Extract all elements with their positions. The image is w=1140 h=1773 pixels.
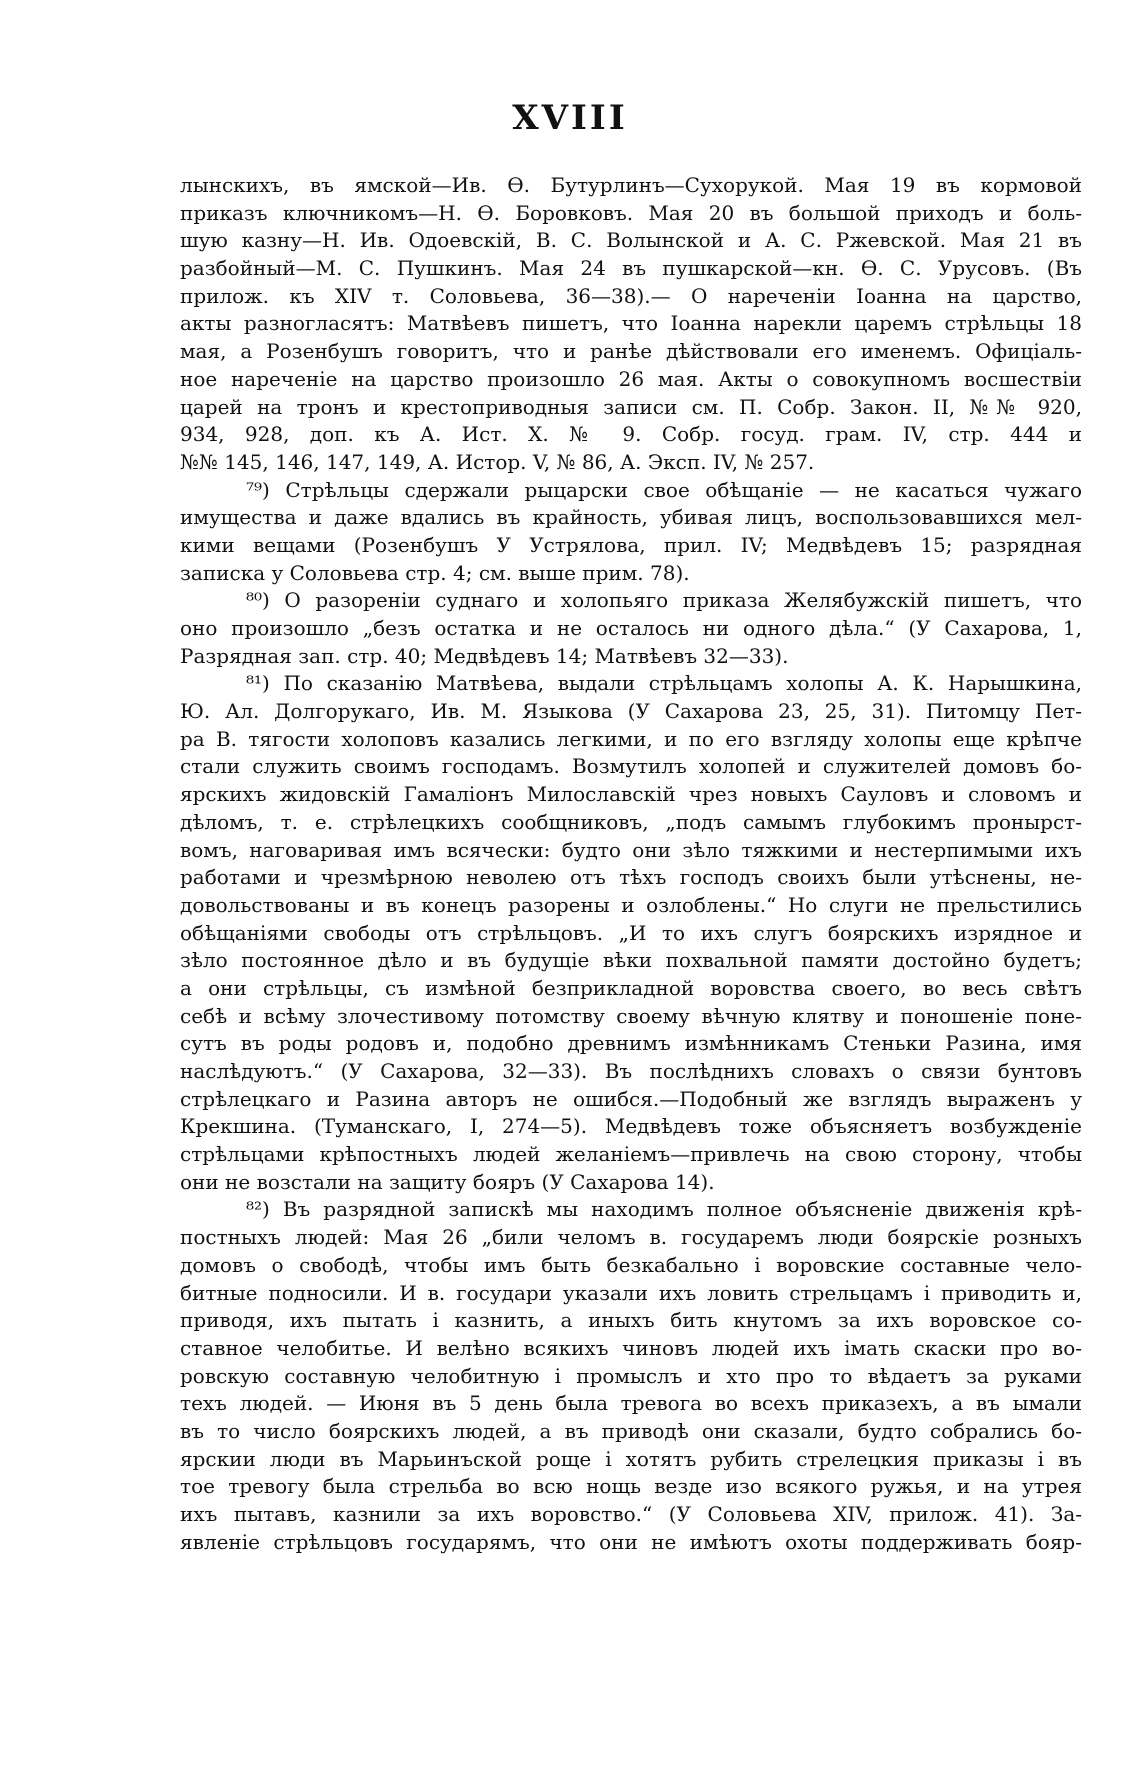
text-line: довольствованы и въ конецъ разорены и озлоблены.“ Но слуги не прельстились: [180, 892, 1082, 917]
text-line: записка у Соловьева стр. 4; см. выше прим. 78).: [180, 560, 690, 585]
text-line: ярскии люди въ Марьинъской роще і хотятъ рубить стрелецкия приказы і въ: [180, 1446, 1082, 1471]
text-line: сутъ въ роды родовъ и, подобно древнимъ измѣнникамъ Стеньки Разина, имя: [180, 1031, 1082, 1056]
text-line: себѣ и всѣму злочестивому потомству своему вѣчную клятву и поношеніе поне-: [180, 1003, 1082, 1028]
text-line: въ то число боярскихъ людей, а въ приводѣ они сказали, будто собрались бо-: [180, 1418, 1082, 1443]
text-line: они не возстали на защиту бояръ (У Сахарова 14).: [180, 1169, 715, 1194]
text-line: Разрядная зап. стр. 40; Медвѣдевъ 14; Матвѣевъ 32—33).: [180, 643, 789, 668]
text-line: №№ 145, 146, 147, 149, А. Истор. V, № 86, А. Эксп. IV, № 257.: [180, 449, 815, 474]
text-line: ное нареченіе на царство произошло 26 мая. Акты о совокупномъ восшествіи: [180, 366, 1082, 391]
text-line: ра В. тягости холоповъ казались легкими, и по его взгляду холопы еще крѣпче: [180, 726, 1082, 751]
text-line: ⁸⁰) О разореніи суднаго и холопьяго приказа Желябужскій пишетъ, что: [246, 588, 1082, 613]
text-line: дѣломъ, т. е. стрѣлецкихъ сообщниковъ, „подъ самымъ глубокимъ пронырст-: [180, 809, 1082, 834]
text-line: техъ людей. — Июня въ 5 день была тревога во всехъ приказехъ, а въ ымали: [180, 1391, 1082, 1416]
text-line: вомъ, наговаривая имъ всячески: будто они зѣло тяжкими и нестерпимыми ихъ: [180, 837, 1082, 862]
text-line: прилож. къ XIV т. Соловьева, 36—38).— О нареченіи Іоанна на царство,: [180, 283, 1082, 308]
text-line: тое тревогу была стрельба во всю нощь везде изо всякого ружья, и на утрея: [180, 1474, 1082, 1499]
page-number: XVIII: [512, 98, 628, 138]
text-line: наслѣдуютъ.“ (У Сахарова, 32—33). Въ послѣднихъ словахъ о связи бунтовъ: [180, 1059, 1082, 1083]
text-line: имущества и даже вдались въ крайность, убивая лицъ, воспользовавшихся мел-: [180, 505, 1082, 530]
text-line: постныхъ людей: Мая 26 „били челомъ в. государемъ люди боярскіе розныхъ: [180, 1225, 1082, 1250]
text-line: Крекшина. (Туманскаго, I, 274—5). Медвѣдевъ тоже объясняетъ возбужденіе: [180, 1114, 1082, 1139]
text-line: оно произошло „безъ остатка и не осталось ни одного дѣла.“ (У Сахарова, 1,: [180, 616, 1082, 640]
text-line: обѣщаніями свободы отъ стрѣльцовъ. „И то ихъ слугъ боярскихъ изрядное и: [180, 920, 1082, 945]
text-line: царей на тронъ и крестоприводныя записи см. П. Собр. Закон. II, №№ 920,: [180, 394, 1082, 419]
text-line: приводя, ихъ пытать і казнить, а иныхъ бить кнутомъ за ихъ воровское со-: [180, 1308, 1082, 1333]
text-line: стрѣлецкаго и Разина авторъ не ошибся.—Подобный же взглядъ выраженъ у: [180, 1086, 1082, 1111]
text-line: явленіе стрѣльцовъ государямъ, что они не имѣютъ охоты поддерживать бояр-: [180, 1529, 1082, 1554]
text-line: шую казну—Н. Ив. Одоевскій, В. С. Волынской и А. С. Ржевской. Мая 21 въ: [180, 228, 1082, 253]
text-line: ярскихъ жидовскій Гамаліонъ Милославскій чрез новыхъ Сауловъ и словомъ и: [180, 782, 1082, 807]
text-line: разбойный—М. С. Пушкинъ. Мая 24 въ пушкарской—кн. Ѳ. С. Урусовъ. (Въ: [180, 256, 1082, 281]
text-line: лынскихъ, въ ямской—Ив. Ѳ. Бутурлинъ—Сухорукой. Мая 19 въ кормовой: [180, 173, 1082, 197]
text-line: ⁸¹) По сказанію Матвѣева, выдали стрѣльцамъ холопы А. К. Нарышкина,: [246, 671, 1082, 696]
text-line: приказъ ключникомъ—Н. Ѳ. Боровковъ. Мая 20 въ большой приходъ и боль-: [180, 200, 1082, 225]
text-line: домовъ о свободѣ, чтобы имъ быть безкабально і воровские составные чело-: [180, 1252, 1082, 1277]
text-line: 934, 928, доп. къ А. Ист. X. № 9. Собр. госуд. грам. IV, стр. 444 и: [180, 422, 1082, 447]
text-line: мая, а Розенбушъ говоритъ, что и ранѣе дѣйствовали его именемъ. Офиціаль-: [180, 339, 1082, 364]
text-line: работами и чрезмѣрною неволею отъ тѣхъ господъ своихъ были утѣснены, не-: [180, 865, 1082, 890]
text-line: битные подносили. И в. государи указали ихъ ловить стрельцамъ і приводить и,: [180, 1280, 1082, 1305]
text-line: ⁸²) Въ разрядной запискѣ мы находимъ полное объясненіе движенія крѣ-: [246, 1197, 1082, 1222]
text-body: [180, 172, 1082, 1556]
text-line: а они стрѣльцы, съ измѣной безприкладной воровства своего, во весь свѣтъ: [180, 975, 1082, 1000]
text-line: ровскую составную челобитную і промыслъ и хто про то вѣдаетъ за руками: [180, 1363, 1082, 1388]
text-line: ⁷⁹) Стрѣльцы сдержали рыцарски свое обѣщаніе — не касаться чужаго: [246, 477, 1082, 502]
text-line: ставное челобитье. И велѣно всякихъ чиновъ людей ихъ імать скаски про во-: [180, 1335, 1082, 1360]
text-line: зѣло постоянное дѣло и въ будущіе вѣки похвальной памяти достойно будетъ;: [180, 948, 1082, 973]
text-line: кими вещами (Розенбушъ У Устрялова, прил. IV; Медвѣдевъ 15; разрядная: [180, 532, 1082, 557]
text-line: акты разногласятъ: Матвѣевъ пишетъ, что Іоанна нарекли царемъ стрѣльцы 18: [180, 311, 1082, 336]
text-line: стали служить своимъ господамъ. Возмутилъ холопей и служителей домовъ бо-: [180, 754, 1082, 779]
text-line: ихъ пытавъ, казнили за ихъ воровство.“ (У Соловьева XIV, прилож. 41). За-: [180, 1502, 1082, 1526]
text-line: стрѣльцами крѣпостныхъ людей желаніемъ—привлечь на свою сторону, чтобы: [180, 1142, 1082, 1167]
text-line: Ю. Ал. Долгорукаго, Ив. М. Языкова (У Сахарова 23, 25, 31). Питомцу Пет-: [180, 699, 1082, 724]
